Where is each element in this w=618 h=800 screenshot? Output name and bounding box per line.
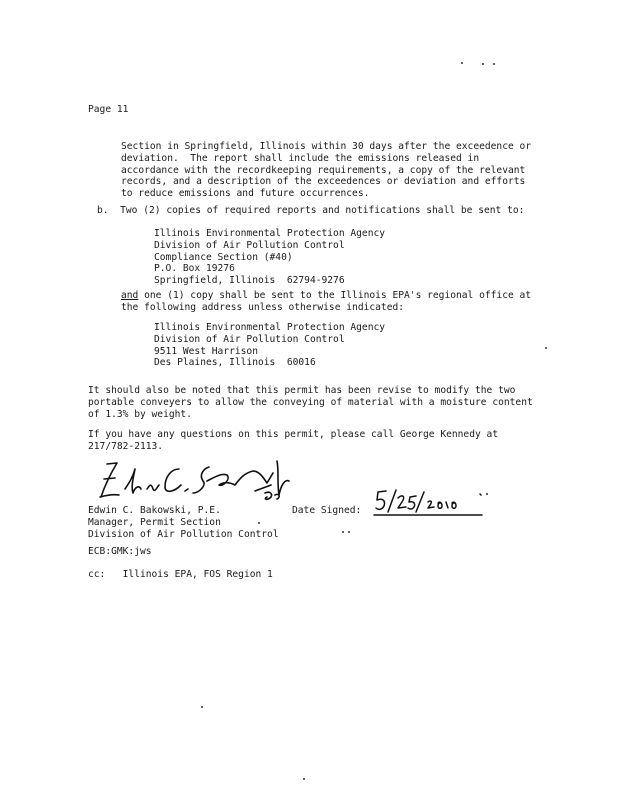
text-line: It should also be noted that this permit has been revise to modify the two [88,385,516,396]
underlined-and: and [121,290,139,301]
text-line: the following address unless otherwise indicated: [121,301,405,313]
text-line: portable conveyers to allow the conveying of material with a moisture content [88,396,533,408]
item-b [97,205,524,217]
paragraph-reporting [121,141,531,200]
scan-speck [461,62,463,64]
address-line: Des Plaines, Illinois 60016 [154,357,316,369]
signatory-block [88,505,279,540]
address-line: Division of Air Pollution Control [154,239,345,251]
paragraph-revision-note [88,385,533,420]
scan-speck [348,531,350,533]
text-line [121,290,531,302]
scan-speck [482,63,484,65]
address-line: P.O. Box 19276 [154,263,235,275]
signatory-name: Edwin C. Bakowski, P.E. [88,505,221,516]
text-line: to reduce emissions and future occurrences. [121,188,370,200]
cc-line: cc: Illinois EPA, FOS Region 1 [88,569,273,580]
handwritten-signature [95,455,300,505]
address-line: Compliance Section (#40) [154,251,293,263]
address-regional-office [154,322,385,369]
text-line: of 1.3% by weight. [88,408,192,420]
paragraph-contact [88,429,498,453]
address-line: Division of Air Pollution Control [154,333,345,345]
handwritten-date [372,488,487,520]
address-line: Illinois Environmental Protection Agency [154,322,386,333]
text-line: If you have any questions on this permit, please call George Kennedy at [88,429,499,440]
text-line: accordance with the recordkeeping requirements, a copy of the relevant [121,164,526,176]
scan-speck [303,778,305,780]
page-number: Page 11 [88,104,129,115]
address-line: Illinois Environmental Protection Agency [154,228,386,239]
date-signed-label: Date Signed: [292,505,362,516]
signatory-division: Division of Air Pollution Control [88,528,279,540]
address-line: 9511 West Harrison [154,345,258,357]
text-line: deviation. The report shall include the emissions released in [121,152,480,164]
signatory-title: Manager, Permit Section [88,516,221,528]
scan-speck [201,706,203,708]
item-b-marker: b. [97,205,109,216]
paragraph-regional-office [121,290,531,314]
address-compliance-section [154,228,385,287]
text-line: 217/782-2113. [88,440,164,452]
address-line: Springfield, Illinois 62794-9276 [154,275,345,287]
scan-speck [493,63,495,65]
scan-speck [258,522,260,524]
text-fragment: one (1) copy shall be sent to the Illinois EPA's regional office at [138,290,532,301]
scan-speck [342,531,344,533]
scan-speck [545,347,547,349]
text-line: records, and a description of the exceedences or deviation and efforts [121,176,526,188]
scan-speck [486,493,488,495]
reference-initials: ECB:GMK:jws [88,546,152,557]
text-line: Section in Springfield, Illinois within 30 days after the exceedence or [121,141,532,152]
item-b-text: Two (2) copies of required reports and notifications shall be sent to: [120,205,525,216]
